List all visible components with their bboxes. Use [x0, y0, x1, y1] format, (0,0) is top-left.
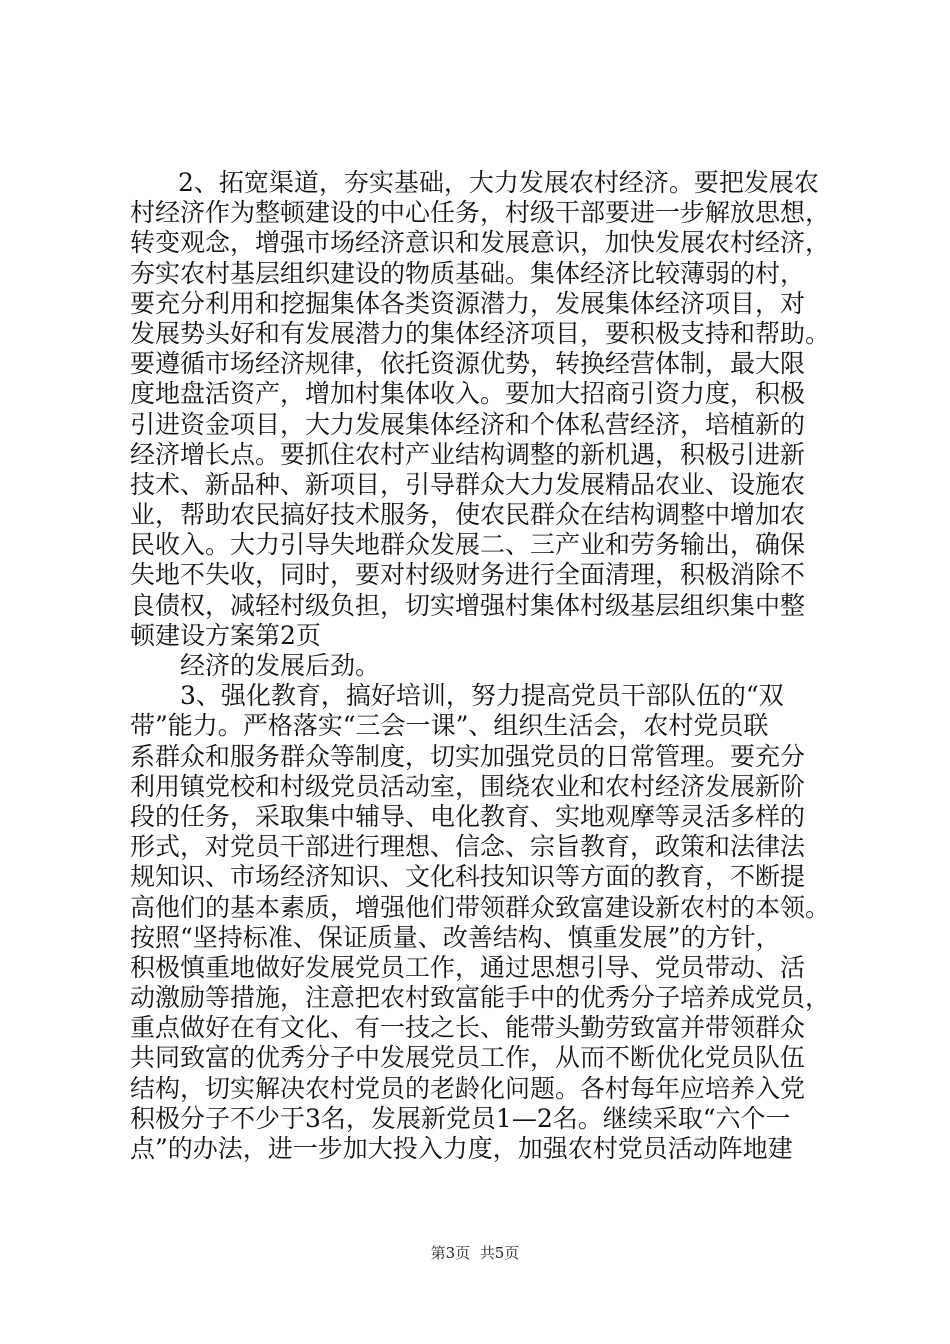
text-line: 带”能力。严格落实“三会一课”、组织生活会，农村党员联 — [130, 711, 769, 741]
text-line: 引进资金项目，大力发展集体经济和个体私营经济，培植新的 — [130, 409, 806, 439]
text-line: 度地盘活资产，增加村集体收入。要加大招商引资力度，积极 — [130, 379, 806, 409]
text-line: 系群众和服务群众等制度，切实加强党员的日常管理。要充分 — [130, 741, 806, 771]
text-line: 良债权，减轻村级负担，切实增强村集体村级基层组织集中整 — [130, 590, 806, 620]
text-line: 动激励等措施，注意把农村致富能手中的优秀分子培养成党员， — [130, 983, 831, 1013]
footer-separator — [470, 1244, 480, 1262]
body-text — [130, 168, 830, 1164]
current-page-label: 第3页 — [430, 1244, 471, 1262]
text-line: 村经济作为整顿建设的中心任务，村级干部要进一步解放思想， — [130, 198, 831, 228]
text-line: 规知识、市场经济知识、文化科技知识等方面的教育，不断提 — [130, 862, 806, 892]
text-line: 点”的办法，进一步加大投入力度，加强农村党员活动阵地建 — [130, 1134, 793, 1163]
text-line: 业，帮助农民搞好技术服务，使农民群众在结构调整中增加农 — [130, 500, 806, 530]
text-line: 段的任务，采取集中辅导、电化教育、实地观摩等灵活多样的 — [130, 801, 806, 831]
text-line: 重点做好在有文化、有一技之长、能带头勤劳致富并带领群众 — [130, 1013, 806, 1043]
page-footer — [0, 1243, 950, 1263]
text-line: 发展势头好和有发展潜力的集体经济项目，要积极支持和帮助。 — [130, 318, 831, 348]
text-line: 形式，对党员干部进行理想、信念、宗旨教育，政策和法律法 — [130, 832, 806, 862]
text-line: 失地不失收，同时，要对村级财务进行全面清理，积极消除不 — [130, 560, 806, 590]
text-line: 利用镇党校和村级党员活动室，围绕农业和农村经济发展新阶 — [130, 771, 806, 801]
text-line: 3、强化教育，搞好培训，努力提高党员干部队伍的“双 — [180, 681, 784, 711]
text-line: 转变观念，增强市场经济意识和发展意识，加快发展农村经济， — [130, 228, 831, 258]
text-line: 2、拓宽渠道，夯实基础，大力发展农村经济。要把发展农 — [178, 168, 819, 197]
text-line: 要遵循市场经济规律，依托资源优势，转换经营体制，最大限 — [130, 349, 806, 379]
text-line: 结构，切实解决农村党员的老龄化问题。各村每年应培养入党 — [130, 1073, 806, 1103]
text-line: 经济增长点。要抓住农村产业结构调整的新机遇，积极引进新 — [130, 439, 806, 469]
total-pages-label: 共5页 — [479, 1244, 520, 1262]
text-line: 经济的发展后劲。 — [180, 651, 381, 680]
text-line: 共同致富的优秀分子中发展党员工作，从而不断优化党员队伍 — [130, 1043, 806, 1073]
text-line: 积极分子不少于3名，发展新党员1—2名。继续采取“六个一 — [130, 1103, 791, 1133]
text-line: 夯实农村基层组织建设的物质基础。集体经济比较薄弱的村， — [130, 258, 806, 288]
text-line: 高他们的基本素质，增强他们带领群众致富建设新农村的本领。 — [130, 892, 831, 922]
text-line: 民收入。大力引导失地群众发展二、三产业和劳务输出，确保 — [130, 530, 806, 560]
text-line: 积极慎重地做好发展党员工作，通过思想引导、党员带动、活 — [130, 952, 806, 982]
text-line: 要充分利用和挖掘集体各类资源潜力，发展集体经济项目，对 — [130, 288, 806, 318]
text-line: 技术、新品种、新项目，引导群众大力发展精品农业、设施农 — [130, 469, 806, 499]
text-line: 按照“坚持标准、保证质量、改善结构、慎重发展”的方针， — [130, 922, 781, 952]
text-line: 顿建设方案第2页 — [130, 620, 321, 650]
